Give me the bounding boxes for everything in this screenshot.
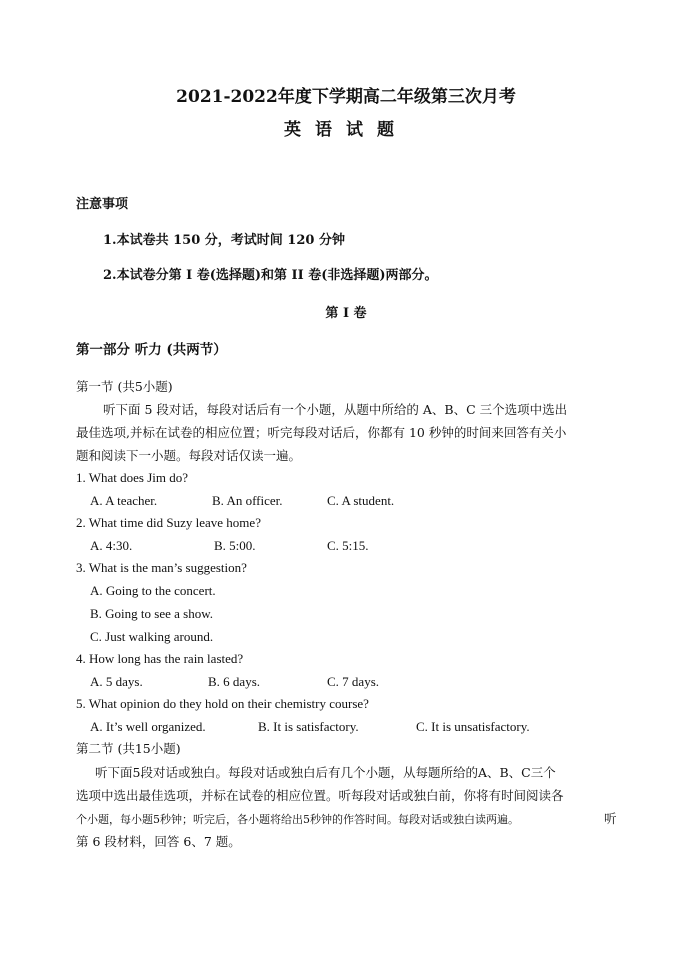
question-stem: 1. What does Jim do? <box>76 470 189 485</box>
section2-instruction-line: 听下面5段对话或独白。每段对话或独白后有几个小题，从每题所给的A、B、C三个 <box>95 765 556 780</box>
option-b: B. 6 days. <box>208 674 260 689</box>
question-stem: 4. How long has the rain lasted? <box>76 651 244 666</box>
part1-heading: 第一部分 听力 (共两节） <box>76 342 227 358</box>
section2-instruction-line: 个小题，每小题5秒钟；听完后，各小题将给出5秒钟的作答时间。每段对话或独白读两遍。 <box>76 813 519 826</box>
exam-subtitle: 英语试题 <box>284 120 408 140</box>
notice-item-2: 2.本试卷分第 I 卷(选择题)和第 II 卷(非选择题)两部分。 <box>103 268 438 283</box>
exam-title: 2021-2022年度下学期高二年级第三次月考 <box>176 87 516 107</box>
option-c: C. 7 days. <box>327 674 379 689</box>
section1-instruction-line: 题和阅读下一小题。每段对话仅读一遍。 <box>76 448 302 463</box>
notice-heading: 注意事项 <box>76 197 129 212</box>
option-b: B. It is satisfactory. <box>258 719 359 734</box>
section2-instruction-line: 选项中选出最佳选项，并标在试卷的相应位置。听每段对话或独白前，你将有时间阅读各 <box>76 788 564 803</box>
section1-heading: 第一节 (共5小题) <box>76 379 173 394</box>
section1-instruction-line: 最佳选项,并标在试卷的相应位置；听完每段对话后，你都有 10 秒钟的时间来回答有关小 <box>76 425 567 440</box>
option-a: A. It’s well organized. <box>90 719 206 734</box>
section1-instruction-line: 听下面 5 段对话，每段对话后有一个小题，从题中所给的 A、B、C 三个选项中选出 <box>103 402 568 417</box>
option-a: A. Going to the concert. <box>90 583 216 598</box>
question-stem: 3. What is the man’s suggestion? <box>76 560 247 575</box>
section2-instruction-line: 第 6 段材料，回答 6、7 题。 <box>76 834 241 849</box>
section2-heading: 第二节 (共15小题) <box>76 741 181 756</box>
option-b: B. An officer. <box>212 493 283 508</box>
option-c: C. A student. <box>327 493 395 508</box>
option-c: C. It is unsatisfactory. <box>416 719 530 734</box>
option-a: A. 5 days. <box>90 674 143 689</box>
section2-instruction-tail: 听 <box>604 811 617 826</box>
question-stem: 5. What opinion do they hold on their chemistry course? <box>76 696 369 711</box>
option-c: C. Just walking around. <box>90 629 214 644</box>
option-b: B. 5:00. <box>214 538 256 553</box>
notice-item-1: 1.本试卷共 150 分，考试时间 120 分钟 <box>103 233 345 248</box>
volume-label: 第 I 卷 <box>325 306 367 321</box>
option-a: A. 4:30. <box>90 538 133 553</box>
option-a: A. A teacher. <box>90 493 158 508</box>
question-stem: 2. What time did Suzy leave home? <box>76 515 261 530</box>
option-c: C. 5:15. <box>327 538 369 553</box>
option-b: B. Going to see a show. <box>90 606 214 621</box>
